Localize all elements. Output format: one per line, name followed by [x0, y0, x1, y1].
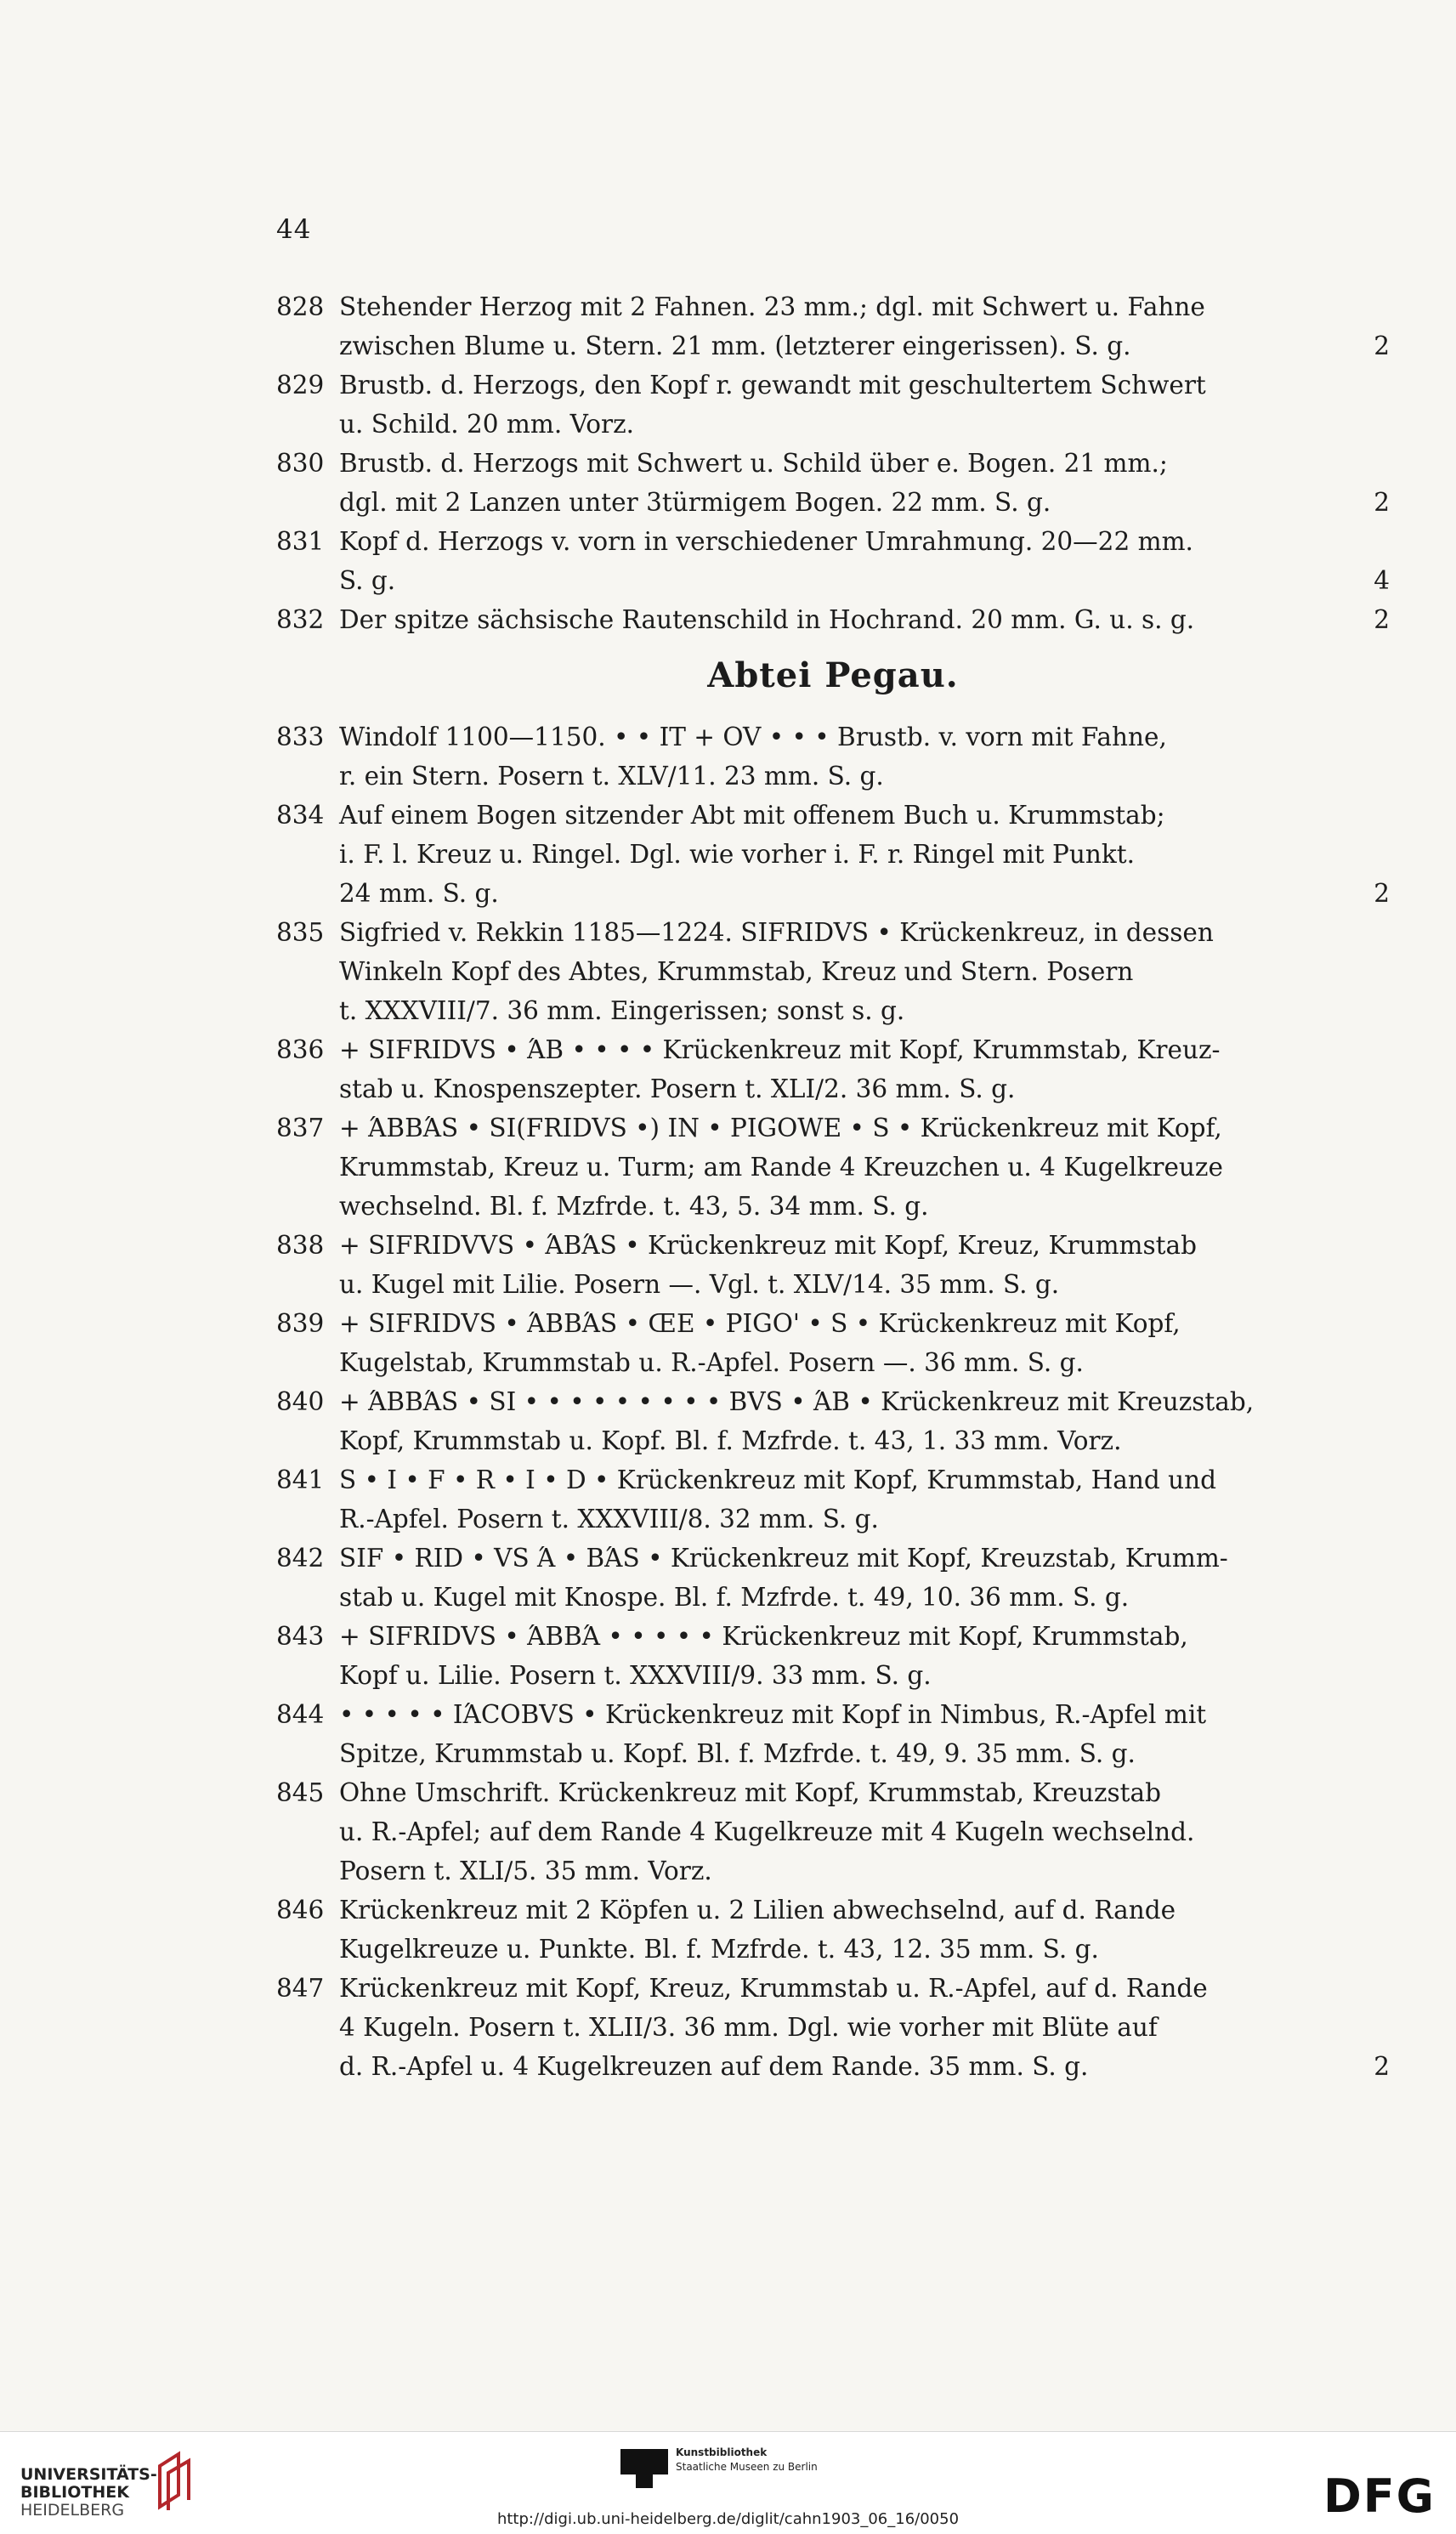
entry-line [276, 874, 1390, 913]
entry-line [276, 2047, 1390, 2086]
rarity-value: 2 [1374, 2052, 1390, 2081]
entry-line [276, 1343, 1390, 1382]
entry-line [276, 835, 1390, 874]
entry-text: u. Kugel mit Lilie. Posern —. Vgl. t. XLV/14. 35 mm. S. g. [339, 1270, 1060, 1299]
catalogue-entry [276, 1108, 1390, 1226]
kb-line-1: Kunstbibliothek [676, 2446, 768, 2458]
entry-text: Spitze, Krummstab u. Kopf. Bl. f. Mzfrde. t. 49, 9. 35 mm. S. g. [339, 1739, 1136, 1768]
entry-text: 24 mm. S. g. [339, 879, 499, 908]
entry-text: Brustb. d. Herzogs mit Schwert u. Schild über e. Bogen. 21 mm.; [339, 449, 1168, 478]
entry-line [276, 1148, 1390, 1187]
entry-text: u. R.-Apfel; auf dem Rande 4 Kugelkreuze mit 4 Kugeln wechselnd. [339, 1817, 1195, 1846]
entry-line [276, 1187, 1390, 1226]
entry-line [276, 483, 1390, 522]
catalogue-entry [276, 1030, 1390, 1108]
catalogue-entry [276, 1539, 1390, 1617]
entry-line [276, 796, 1390, 835]
entry-line [276, 1969, 1390, 2008]
entry-number: 847 [276, 1974, 325, 2003]
entry-text: + SIFRIDVS • ΆBBΆS • ŒE • PIGO' • S • Krückenkreuz mit Kopf, [339, 1309, 1181, 1338]
entry-line [276, 1851, 1390, 1891]
dfg-logo: DFG [1323, 2469, 1436, 2523]
entry-text: + SIFRIDVVS • ΆBΆS • Krückenkreuz mit Kopf, Kreuz, Krummstab [339, 1231, 1197, 1260]
entry-line [276, 1030, 1390, 1069]
catalogue-entry [276, 796, 1390, 913]
entry-number: 838 [276, 1231, 325, 1260]
permalink-url[interactable]: http://digi.ub.uni-heidelberg.de/diglit/cahn1903_06_16/0050 [496, 2510, 960, 2528]
entry-number: 845 [276, 1778, 325, 1807]
entry-number: 846 [276, 1896, 325, 1925]
entry-text: zwischen Blume u. Stern. 21 mm. (letzterer eingerissen). S. g. [339, 332, 1131, 360]
entry-text: Sigfried v. Rekkin 1185—1224. SIFRIDVS • Krückenkreuz, in dessen [339, 918, 1214, 947]
entry-text: • • • • • IΆCOBVS • Krückenkreuz mit Kopf in Nimbus, R.-Apfel mit [339, 1700, 1207, 1729]
catalogue-entry [276, 1382, 1390, 1460]
entry-line [276, 717, 1390, 757]
entry-text: i. F. l. Kreuz u. Ringel. Dgl. wie vorher i. F. r. Ringel mit Punkt. [339, 840, 1135, 869]
rarity-value: 2 [1374, 332, 1390, 360]
catalogue-entry [276, 1617, 1390, 1695]
entry-text: Kopf, Krummstab u. Kopf. Bl. f. Mzfrde. t. 43, 1. 33 mm. Vorz. [339, 1426, 1122, 1455]
entry-text: r. ein Stern. Posern t. XLV/11. 23 mm. S. g. [339, 762, 884, 791]
entry-text: Posern t. XLI/5. 35 mm. Vorz. [339, 1857, 712, 1885]
entry-line [276, 600, 1390, 639]
entry-number: 843 [276, 1622, 325, 1651]
entry-text: Krückenkreuz mit Kopf, Kreuz, Krummstab u. R.-Apfel, auf d. Rande [339, 1974, 1208, 2003]
catalogue-entries [276, 287, 1390, 2086]
kunstbibliothek-logo-icon [620, 2449, 668, 2488]
kunstbibliothek-wordmark [676, 2446, 818, 2474]
entry-number: 831 [276, 527, 325, 556]
rarity-value: 2 [1374, 605, 1390, 634]
entry-line [276, 1382, 1390, 1421]
entry-line [276, 366, 1390, 405]
rarity-value: 2 [1374, 488, 1390, 517]
entry-text: + SIFRIDVS • ΆB • • • • Krückenkreuz mit Kopf, Krummstab, Kreuz- [339, 1035, 1221, 1064]
catalogue-entry [276, 1891, 1390, 1969]
catalogue-entry [276, 1304, 1390, 1382]
entry-text: 4 Kugeln. Posern t. XLII/3. 36 mm. Dgl. wie vorher mit Blüte auf [339, 2013, 1158, 2042]
entry-line [276, 1460, 1390, 1499]
catalogue-entry [276, 1969, 1390, 2086]
entry-text: Krummstab, Kreuz u. Turm; am Rande 4 Kreuzchen u. 4 Kugelkreuze [339, 1153, 1223, 1182]
kb-line-2: Staatliche Museen zu Berlin [676, 2461, 818, 2473]
entry-line [276, 913, 1390, 952]
entry-text: u. Schild. 20 mm. Vorz. [339, 410, 634, 439]
entry-number: 834 [276, 801, 325, 830]
entry-text: Windolf 1100—1150. • • IT + OV • • • Brustb. v. vorn mit Fahne, [339, 723, 1167, 751]
entry-line [276, 952, 1390, 991]
entry-number: 840 [276, 1387, 325, 1416]
entry-text: Ohne Umschrift. Krückenkreuz mit Kopf, Krummstab, Kreuzstab [339, 1778, 1161, 1807]
entry-line [276, 1656, 1390, 1695]
entry-number: 828 [276, 292, 325, 321]
entry-number: 833 [276, 723, 325, 751]
entry-text: Kopf u. Lilie. Posern t. XXXVIII/9. 33 mm. S. g. [339, 1661, 932, 1690]
entry-text: Auf einem Bogen sitzender Abt mit offenem Buch u. Krummstab; [339, 801, 1165, 830]
rarity-value: 2 [1374, 879, 1390, 908]
entry-text: Kugelkreuze u. Punkte. Bl. f. Mzfrde. t. 43, 12. 35 mm. S. g. [339, 1935, 1099, 1964]
entry-line [276, 1891, 1390, 1930]
uni-line-1: UNIVERSITÄTS- [20, 2465, 157, 2484]
entry-line [276, 1578, 1390, 1617]
catalogue-entry [276, 287, 1390, 366]
entry-line [276, 1265, 1390, 1304]
entry-line [276, 757, 1390, 796]
entry-text: + ΆBBΆS • SI • • • • • • • • • BVS • ΆB • Krückenkreuz mit Kreuzstab, [339, 1387, 1255, 1416]
catalogue-entry [276, 717, 1390, 796]
entry-number: 835 [276, 918, 325, 947]
entry-line [276, 991, 1390, 1030]
entry-text: R.-Apfel. Posern t. XXXVIII/8. 32 mm. S. g. [339, 1505, 879, 1533]
entry-number: 837 [276, 1114, 325, 1142]
entries-group-herzog [276, 287, 1390, 639]
catalogue-entry [276, 913, 1390, 1030]
entry-number: 830 [276, 449, 325, 478]
catalogue-entry [276, 1695, 1390, 1773]
entry-number: 829 [276, 371, 325, 400]
uni-line-3: HEIDELBERG [20, 2501, 125, 2520]
entry-text: Kopf d. Herzogs v. vorn in verschiedener Umrahmung. 20—22 mm. [339, 527, 1193, 556]
catalogue-entry [276, 1226, 1390, 1304]
entry-line [276, 1304, 1390, 1343]
page-number: 44 [276, 214, 312, 245]
entry-text: dgl. mit 2 Lanzen unter 3türmigem Bogen. 22 mm. S. g. [339, 488, 1051, 517]
entry-line [276, 1226, 1390, 1265]
entry-line [276, 326, 1390, 366]
entry-line [276, 561, 1390, 600]
entry-text: wechselnd. Bl. f. Mzfrde. t. 43, 5. 34 mm. S. g. [339, 1192, 929, 1221]
entry-text: stab u. Knospenszepter. Posern t. XLI/2. 36 mm. S. g. [339, 1074, 1016, 1103]
entry-number: 839 [276, 1309, 325, 1338]
entry-line [276, 405, 1390, 444]
entry-text: Brustb. d. Herzogs, den Kopf r. gewandt mit geschultertem Schwert [339, 371, 1206, 400]
catalogue-entry [276, 522, 1390, 600]
entry-text: Winkeln Kopf des Abtes, Krummstab, Kreuz und Stern. Posern [339, 957, 1134, 986]
entry-text: Der spitze sächsische Rautenschild in Hochrand. 20 mm. G. u. s. g. [339, 605, 1195, 634]
entry-text: SIF • RID • VS Ά • BΆS • Krückenkreuz mit Kopf, Kreuzstab, Krumm- [339, 1544, 1228, 1573]
catalogue-entry [276, 1773, 1390, 1891]
entry-line [276, 1421, 1390, 1460]
entry-line [276, 444, 1390, 483]
entry-line [276, 1539, 1390, 1578]
entry-text: + SIFRIDVS • ΆBBΆ • • • • • Krückenkreuz mit Kopf, Krummstab, [339, 1622, 1188, 1651]
entry-number: 844 [276, 1700, 325, 1729]
entry-text: d. R.-Apfel u. 4 Kugelkreuzen auf dem Rande. 35 mm. S. g. [339, 2052, 1089, 2081]
entry-line [276, 1617, 1390, 1656]
entry-number: 841 [276, 1465, 325, 1494]
section-heading: Abtei Pegau. [707, 655, 959, 695]
entry-number: 842 [276, 1544, 325, 1573]
entry-line [276, 1069, 1390, 1108]
entry-line [276, 1930, 1390, 1969]
catalogue-entry [276, 366, 1390, 444]
ub-heidelberg-logo-icon [153, 2447, 195, 2514]
entry-line [276, 2008, 1390, 2047]
entry-text: Stehender Herzog mit 2 Fahnen. 23 mm.; dgl. mit Schwert u. Fahne [339, 292, 1205, 321]
entry-text: S. g. [339, 566, 396, 595]
catalogue-entry [276, 1460, 1390, 1539]
entry-line [276, 1812, 1390, 1851]
entry-line [276, 1773, 1390, 1812]
entry-text: t. XXXVIII/7. 36 mm. Eingerissen; sonst s. g. [339, 996, 905, 1025]
uni-line-2: BIBLIOTHEK [20, 2483, 129, 2502]
rarity-value: 4 [1374, 566, 1390, 595]
entry-text: + ΆBBΆS • SI(FRIDVS •) IN • PIGOWE • S • Krückenkreuz mit Kopf, [339, 1114, 1222, 1142]
catalogue-entry [276, 444, 1390, 522]
entry-line [276, 287, 1390, 326]
entries-group-pegau [276, 717, 1390, 2086]
entry-text: Krückenkreuz mit 2 Köpfen u. 2 Lilien abwechselnd, auf d. Rande [339, 1896, 1176, 1925]
entry-number: 832 [276, 605, 325, 634]
entry-text: S • I • F • R • I • D • Krückenkreuz mit Kopf, Krummstab, Hand und [339, 1465, 1217, 1494]
entry-line [276, 522, 1390, 561]
entry-line [276, 1734, 1390, 1773]
entry-number: 836 [276, 1035, 325, 1064]
entry-text: stab u. Kugel mit Knospe. Bl. f. Mzfrde. t. 49, 10. 36 mm. S. g. [339, 1583, 1130, 1612]
entry-text: Kugelstab, Krummstab u. R.-Apfel. Posern —. 36 mm. S. g. [339, 1348, 1084, 1377]
footer-bar [0, 2431, 1456, 2534]
entry-line [276, 1499, 1390, 1539]
entry-line [276, 1108, 1390, 1148]
catalogue-entry [276, 600, 1390, 639]
entry-line [276, 1695, 1390, 1734]
